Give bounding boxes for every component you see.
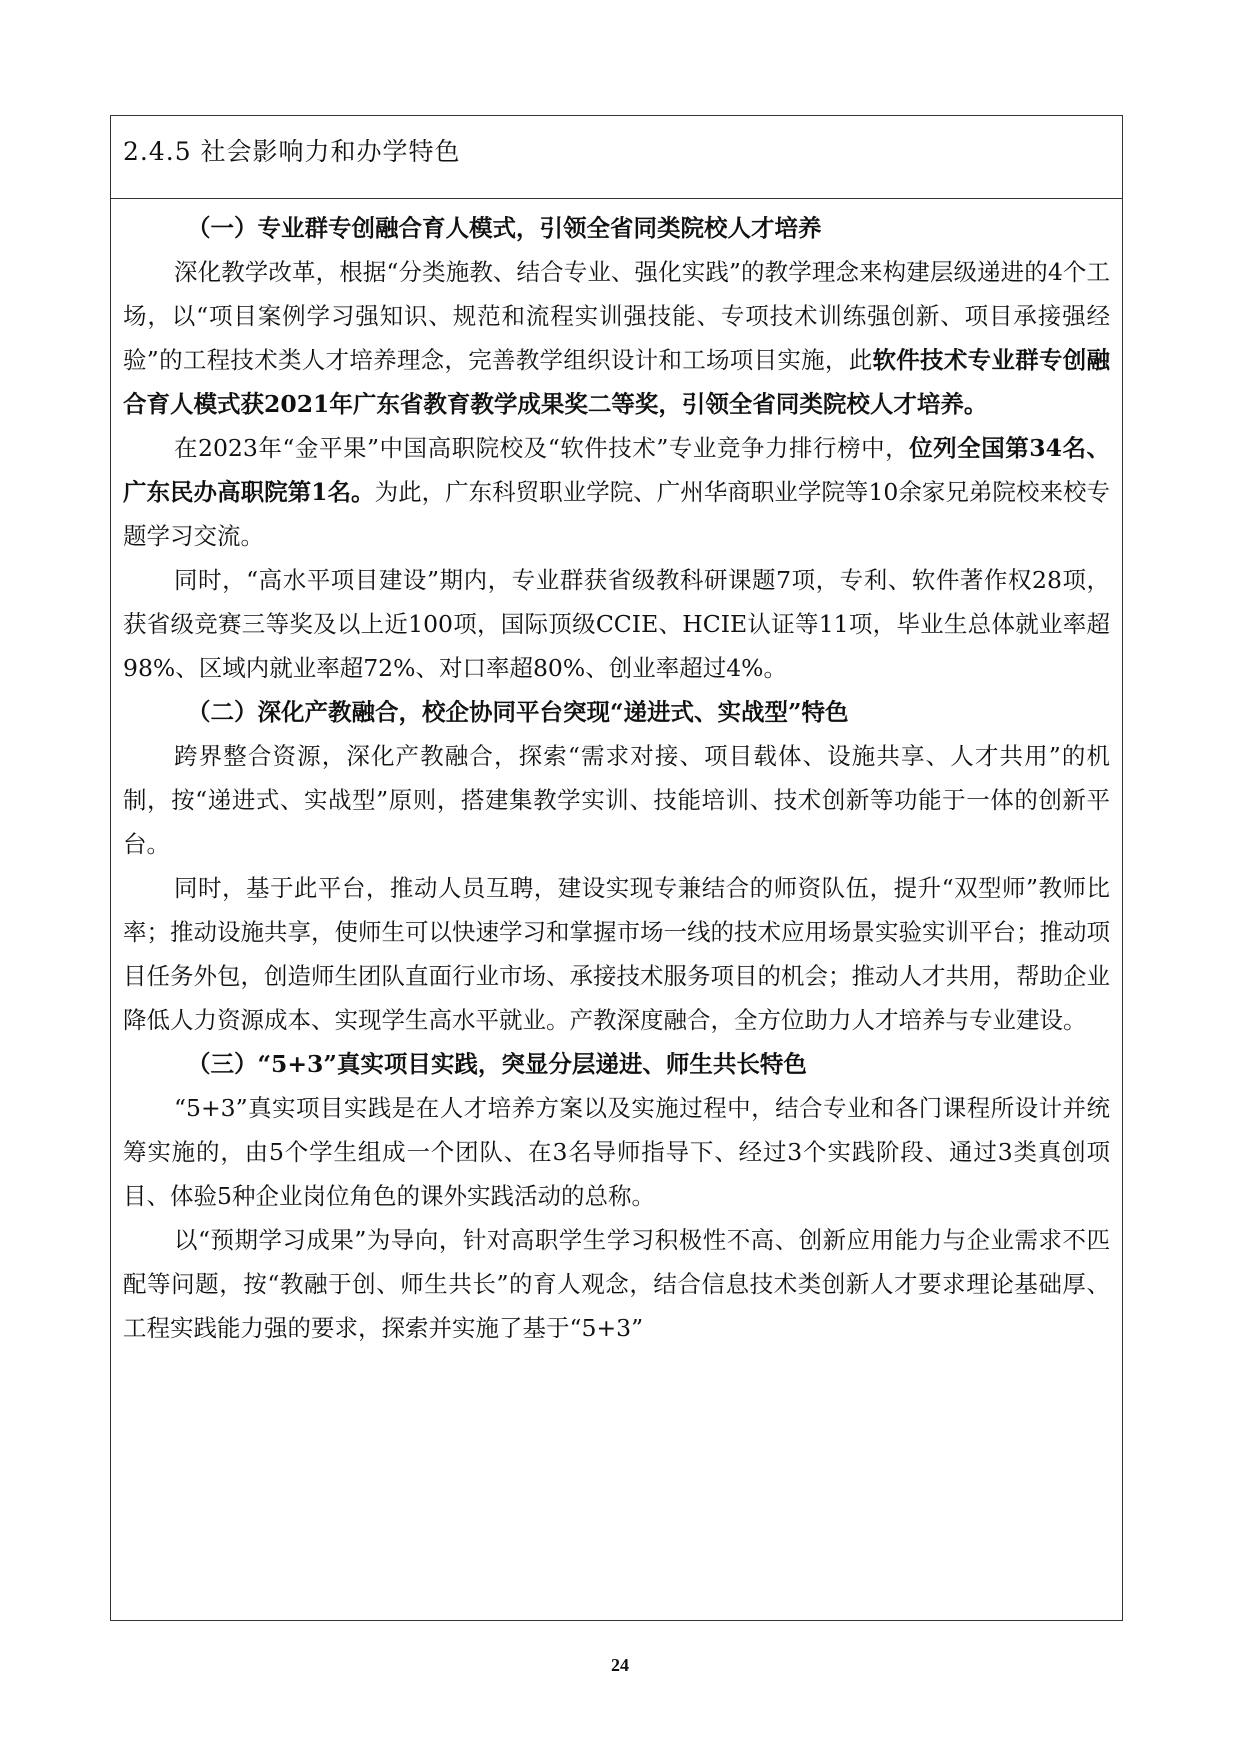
page-number: 24 (611, 1655, 629, 1675)
content-table (110, 115, 1123, 1621)
paragraph-2 (123, 426, 1110, 558)
paragraph-1-text: 深化教学改革，根据“分类施教、结合专业、强化实践”的教学理念来构建层级递进的4个工场，以“项目案例学习强知识、规范和流程实训强技能、专项技术训练强创新、项目承接强经验”的工程技术类人才培养理念，完善教学组织设计和工场项目实施，此 (123, 258, 1110, 374)
heading-1: （一）专业群专创融合育人模式，引领全省同类院校人才培养 (187, 214, 822, 242)
paragraph-1-bold: 软件技术专业群专创融合育人模式获2021年广东省教育教学成果奖二等奖，引领全省同类院校人才培养。 (123, 346, 1111, 418)
heading-2: （二）深化产教融合，校企协同平台突现“递进式、实战型”特色 (187, 698, 849, 726)
paragraph-2-text-b: 2023年“金平果”中国高职院校及“软件技术”专业竞争力排行榜中， (198, 434, 910, 462)
paragraph-3: 同时，“高水平项目建设”期内，专业群获省级教科研课题7项，专利、软件著作权28项，获省级竞赛三等奖及以上近100项，国际顶级CCIE、HCIE认证等11项，毕业生总体就业率超98%、区域内就业率超72%、对口率超80%、创业率超过4%。 (123, 566, 1110, 682)
table-header-cell (111, 116, 1122, 199)
paragraph-1 (123, 250, 1110, 426)
table-body-cell (123, 206, 1110, 1350)
heading-3: （三）“5+3”真实项目实践，突显分层递进、师生共长特色 (187, 1050, 807, 1078)
paragraph-7: 以“预期学习成果”为导向，针对高职学生学习积极性不高、创新应用能力与企业需求不匹配等问题，按“教融于创、师生共长”的育人观念，结合信息技术类创新人才要求理论基础厚、工程实践能力强的要求，探索并实施了基于“5+3” (123, 1226, 1110, 1342)
paragraph-6: “5+3”真实项目实践是在人才培养方案以及实施过程中，结合专业和各门课程所设计并统筹实施的，由5个学生组成一个团队、在3名导师指导下、经过3个实践阶段、通过3类真创项目、体验5种企业岗位角色的课外实践活动的总称。 (123, 1094, 1110, 1210)
section-title: 2.4.5 社会影响力和办学特色 (123, 137, 461, 166)
paragraph-2-bold: 位列全国第34名、广东民办高职院第1名。 (123, 434, 1110, 506)
paragraph-2-text-a: 在 (174, 434, 199, 462)
paragraph-5: 同时，基于此平台，推动人员互聘，建设实现专兼结合的师资队伍，提升“双型师”教师比率；推动设施共享，使师生可以快速学习和掌握市场一线的技术应用场景实验实训平台；推动项目任务外包，创造师生团队直面行业市场、承接技术服务项目的机会；推动人才共用，帮助企业降低人力资源成本、实现学生高水平就业。产教深度融合，全方位助力人才培养与专业建设。 (123, 874, 1110, 1034)
paragraph-4: 跨界整合资源，深化产教融合，探索“需求对接、项目载体、设施共享、人才共用”的机制，按“递进式、实战型”原则，搭建集教学实训、技能培训、技术创新等功能于一体的创新平台。 (123, 742, 1110, 858)
paragraph-2-text-c: 为此，广东科贸职业学院、广州华商职业学院等10余家兄弟院校来校专题学习交流。 (123, 478, 1111, 550)
